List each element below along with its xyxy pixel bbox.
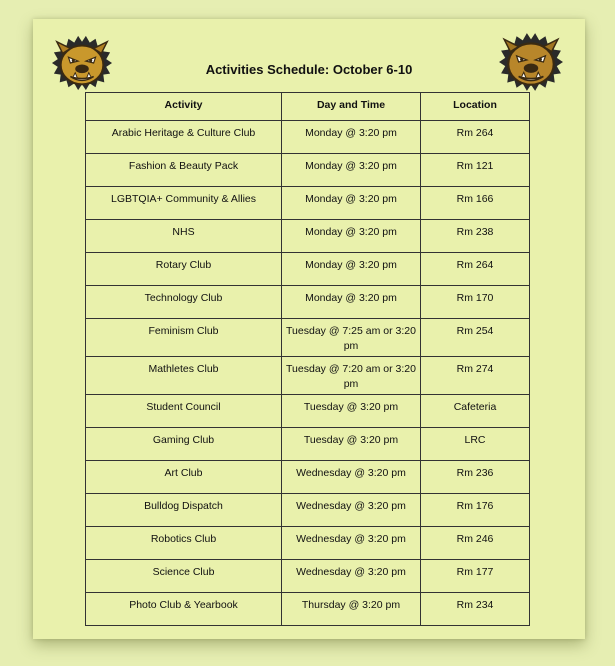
table-row (86, 494, 530, 527)
location-cell: Rm 254 (421, 319, 530, 357)
activity-cell: Bulldog Dispatch (86, 494, 282, 527)
location-cell: Rm 234 (421, 593, 530, 626)
table-row (86, 461, 530, 494)
location-cell: Rm 264 (421, 253, 530, 286)
table-row (86, 560, 530, 593)
time-cell: Monday @ 3:20 pm (282, 253, 421, 286)
bulldog-mascot-icon (498, 29, 564, 95)
time-cell: Wednesday @ 3:20 pm (282, 461, 421, 494)
location-cell: Rm 166 (421, 187, 530, 220)
activity-cell: Rotary Club (86, 253, 282, 286)
location-cell: Rm 236 (421, 461, 530, 494)
time-cell: Tuesday @ 7:25 am or 3:20 pm (282, 319, 421, 357)
table-row (86, 286, 530, 319)
activity-cell: Photo Club & Yearbook (86, 593, 282, 626)
activity-cell: Fashion & Beauty Pack (86, 154, 282, 187)
column-header-activity: Activity (86, 93, 282, 121)
time-cell: Tuesday @ 3:20 pm (282, 395, 421, 428)
document-title: Activities Schedule: October 6-10 (205, 62, 413, 77)
table-row (86, 593, 530, 626)
table-row (86, 395, 530, 428)
location-cell: Rm 246 (421, 527, 530, 560)
column-header-location: Location (421, 93, 530, 121)
table-header-row (86, 93, 530, 121)
time-cell: Monday @ 3:20 pm (282, 121, 421, 154)
table-row (86, 220, 530, 253)
schedule-page (33, 19, 585, 639)
table-row (86, 357, 530, 395)
time-cell: Wednesday @ 3:20 pm (282, 560, 421, 593)
table-row (86, 319, 530, 357)
activity-cell: Science Club (86, 560, 282, 593)
time-cell: Wednesday @ 3:20 pm (282, 527, 421, 560)
time-cell: Tuesday @ 3:20 pm (282, 428, 421, 461)
location-cell: Rm 121 (421, 154, 530, 187)
activity-cell: Arabic Heritage & Culture Club (86, 121, 282, 154)
time-cell: Monday @ 3:20 pm (282, 187, 421, 220)
location-cell: Cafeteria (421, 395, 530, 428)
activity-cell: Robotics Club (86, 527, 282, 560)
table-row (86, 154, 530, 187)
table-row (86, 253, 530, 286)
activity-cell: Feminism Club (86, 319, 282, 357)
location-cell: Rm 274 (421, 357, 530, 395)
table-row (86, 428, 530, 461)
location-cell: Rm 176 (421, 494, 530, 527)
location-cell: Rm 170 (421, 286, 530, 319)
location-cell: LRC (421, 428, 530, 461)
location-cell: Rm 238 (421, 220, 530, 253)
time-cell: Monday @ 3:20 pm (282, 154, 421, 187)
activity-cell: NHS (86, 220, 282, 253)
activity-cell: Student Council (86, 395, 282, 428)
activity-cell: Technology Club (86, 286, 282, 319)
activities-table (85, 92, 530, 626)
activity-cell: Gaming Club (86, 428, 282, 461)
table-row (86, 187, 530, 220)
activity-cell: Art Club (86, 461, 282, 494)
location-cell: Rm 177 (421, 560, 530, 593)
time-cell: Tuesday @ 7:20 am or 3:20 pm (282, 357, 421, 395)
table-row (86, 527, 530, 560)
location-cell: Rm 264 (421, 121, 530, 154)
activity-cell: LGBTQIA+ Community & Allies (86, 187, 282, 220)
time-cell: Thursday @ 3:20 pm (282, 593, 421, 626)
time-cell: Wednesday @ 3:20 pm (282, 494, 421, 527)
table-row (86, 121, 530, 154)
column-header-day-and-time: Day and Time (282, 93, 421, 121)
time-cell: Monday @ 3:20 pm (282, 220, 421, 253)
activity-cell: Mathletes Club (86, 357, 282, 395)
time-cell: Monday @ 3:20 pm (282, 286, 421, 319)
